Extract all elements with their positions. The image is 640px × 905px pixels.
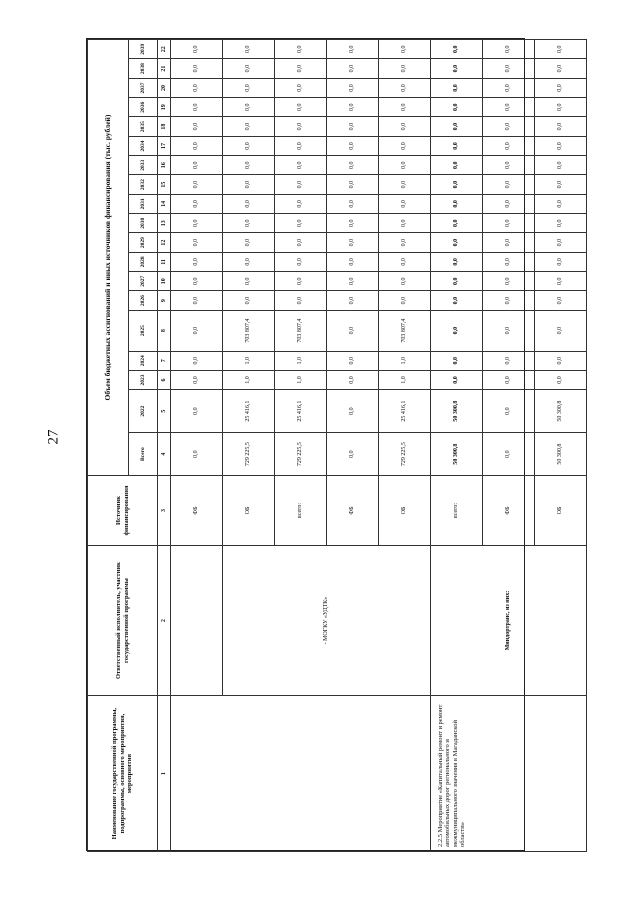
column-number: 18 xyxy=(158,117,171,136)
rotated-table-wrapper xyxy=(87,39,564,852)
value-cell: 0,0 xyxy=(483,136,535,155)
value-cell: 0,0 xyxy=(223,291,275,310)
value-cell: 1,0 xyxy=(223,351,275,370)
value-cell: 0,0 xyxy=(431,136,483,155)
value-cell: 0,0 xyxy=(431,98,483,117)
value-cell: 0,0 xyxy=(275,194,327,213)
value-cell: 0,0 xyxy=(483,310,535,351)
executor-cell-blank xyxy=(171,545,223,695)
value-cell: 0,0 xyxy=(275,175,327,194)
document-page xyxy=(86,38,564,851)
value-cell: 0,0 xyxy=(327,59,379,78)
measure-name-cell-top xyxy=(171,696,431,852)
header-year: 2028 xyxy=(129,252,158,271)
value-cell: 0,0 xyxy=(275,214,327,233)
source-cell: ОБ xyxy=(535,476,587,546)
page-number: 27 xyxy=(45,429,62,445)
header-year: 2033 xyxy=(129,156,158,175)
value-cell: 0,0 xyxy=(379,252,431,271)
header-year: 2024 xyxy=(129,351,158,370)
value-cell: 0,0 xyxy=(483,194,535,213)
total-cell: 729 225,5 xyxy=(223,433,275,476)
value-cell: 0,0 xyxy=(275,233,327,252)
column-number: 21 xyxy=(158,59,171,78)
value-cell: 0,0 xyxy=(171,390,223,433)
value-cell: 0,0 xyxy=(171,136,223,155)
value-cell: 0,0 xyxy=(535,310,587,351)
source-cell: ОБ xyxy=(223,476,275,546)
value-cell: 0,0 xyxy=(171,194,223,213)
total-cell: 729 225,5 xyxy=(275,433,327,476)
value-cell: 0,0 xyxy=(535,59,587,78)
value-cell: 0,0 xyxy=(171,370,223,389)
value-cell: 0,0 xyxy=(327,78,379,97)
value-cell: 0,0 xyxy=(379,117,431,136)
header-funding: Объем бюджетных ассигнований и иных источников финансирования (тыс. рублей) xyxy=(88,40,129,476)
source-cell: ОБ xyxy=(379,476,431,546)
header-year: 2023 xyxy=(129,370,158,389)
value-cell: 0,0 xyxy=(535,117,587,136)
value-cell: 0,0 xyxy=(431,233,483,252)
header-year: 2026 xyxy=(129,291,158,310)
financing-table xyxy=(87,39,587,852)
value-cell: 0,0 xyxy=(535,78,587,97)
value-cell: 0,0 xyxy=(275,78,327,97)
value-cell: 0,0 xyxy=(379,233,431,252)
value-cell: 0,0 xyxy=(379,156,431,175)
header-year: 2022 xyxy=(129,390,158,433)
column-number: 15 xyxy=(158,175,171,194)
value-cell: 0,0 xyxy=(327,291,379,310)
value-cell: 50 300,8 xyxy=(431,390,483,433)
value-cell: 0,0 xyxy=(171,78,223,97)
header-year: 2031 xyxy=(129,194,158,213)
value-cell: 0,0 xyxy=(223,194,275,213)
value-cell: 0,0 xyxy=(223,59,275,78)
value-cell: 0,0 xyxy=(327,390,379,433)
value-cell: 0,0 xyxy=(483,117,535,136)
value-cell: 0,0 xyxy=(379,59,431,78)
total-cell: 0,0 xyxy=(171,433,223,476)
value-cell: 703 807,4 xyxy=(379,310,431,351)
header-row xyxy=(88,40,129,852)
value-cell: 0,0 xyxy=(327,370,379,389)
value-cell: 0,0 xyxy=(431,272,483,291)
header-year: 2038 xyxy=(129,59,158,78)
value-cell: 0,0 xyxy=(535,98,587,117)
value-cell: 0,0 xyxy=(379,194,431,213)
column-number: 12 xyxy=(158,233,171,252)
value-cell: 0,0 xyxy=(327,310,379,351)
value-cell: 0,0 xyxy=(379,98,431,117)
value-cell: 0,0 xyxy=(431,78,483,97)
column-number: 3 xyxy=(158,476,171,546)
value-cell: 0,0 xyxy=(379,291,431,310)
value-cell: 0,0 xyxy=(171,175,223,194)
value-cell: 0,0 xyxy=(431,370,483,389)
value-cell: 0,0 xyxy=(483,252,535,271)
column-number: 16 xyxy=(158,156,171,175)
value-cell: 0,0 xyxy=(223,214,275,233)
column-number: 7 xyxy=(158,351,171,370)
value-cell: 0,0 xyxy=(379,272,431,291)
value-cell: 703 807,4 xyxy=(275,310,327,351)
value-cell: 0,0 xyxy=(171,291,223,310)
value-cell: 0,0 xyxy=(223,156,275,175)
value-cell: 0,0 xyxy=(535,156,587,175)
value-cell: 0,0 xyxy=(275,59,327,78)
column-number: 2 xyxy=(158,545,171,695)
value-cell: 0,0 xyxy=(327,117,379,136)
value-cell: 0,0 xyxy=(483,40,535,59)
value-cell: 0,0 xyxy=(223,252,275,271)
value-cell: 0,0 xyxy=(275,40,327,59)
executor-mindortrans: Миндортранс, из них: xyxy=(431,545,587,695)
value-cell: 0,0 xyxy=(171,156,223,175)
value-cell: 0,0 xyxy=(535,175,587,194)
total-cell: 50 300,8 xyxy=(535,433,587,476)
value-cell: 25 416,1 xyxy=(379,390,431,433)
value-cell: 0,0 xyxy=(327,351,379,370)
value-cell: 0,0 xyxy=(171,117,223,136)
column-number: 20 xyxy=(158,78,171,97)
value-cell: 0,0 xyxy=(171,40,223,59)
value-cell: 0,0 xyxy=(327,156,379,175)
value-cell: 0,0 xyxy=(431,175,483,194)
column-number: 8 xyxy=(158,310,171,351)
column-number: 10 xyxy=(158,272,171,291)
value-cell: 0,0 xyxy=(431,310,483,351)
value-cell: 1,0 xyxy=(275,351,327,370)
value-cell: 0,0 xyxy=(483,98,535,117)
header-year: 2030 xyxy=(129,214,158,233)
value-cell: 0,0 xyxy=(535,214,587,233)
value-cell: 0,0 xyxy=(223,175,275,194)
header-year: 2029 xyxy=(129,233,158,252)
value-cell: 1,0 xyxy=(379,370,431,389)
column-number: 1 xyxy=(158,696,171,852)
column-number: 5 xyxy=(158,390,171,433)
header-name: Наименование государственной программы, подпрограммы, основного мероприятия, мероприятия xyxy=(88,696,158,852)
value-cell: 0,0 xyxy=(379,175,431,194)
header-year: 2039 xyxy=(129,40,158,59)
value-cell: 25 416,1 xyxy=(223,390,275,433)
value-cell: 0,0 xyxy=(431,117,483,136)
value-cell: 0,0 xyxy=(223,136,275,155)
value-cell: 0,0 xyxy=(327,136,379,155)
value-cell: 0,0 xyxy=(483,175,535,194)
header-year: 2032 xyxy=(129,175,158,194)
value-cell: 0,0 xyxy=(379,40,431,59)
value-cell: 0,0 xyxy=(223,40,275,59)
value-cell: 0,0 xyxy=(327,40,379,59)
column-number: 11 xyxy=(158,252,171,271)
value-cell: 0,0 xyxy=(223,117,275,136)
value-cell: 0,0 xyxy=(275,98,327,117)
value-cell: 0,0 xyxy=(327,272,379,291)
value-cell: 0,0 xyxy=(171,310,223,351)
value-cell: 0,0 xyxy=(483,78,535,97)
value-cell: 0,0 xyxy=(483,370,535,389)
value-cell: 0,0 xyxy=(327,252,379,271)
value-cell: 1,0 xyxy=(275,370,327,389)
value-cell: 0,0 xyxy=(171,351,223,370)
source-cell: всего: xyxy=(275,476,327,546)
value-cell: 0,0 xyxy=(483,291,535,310)
value-cell: 25 416,1 xyxy=(275,390,327,433)
value-cell: 0,0 xyxy=(171,98,223,117)
value-cell: 0,0 xyxy=(171,59,223,78)
header-year: 2034 xyxy=(129,136,158,155)
header-year: 2035 xyxy=(129,117,158,136)
value-cell: 0,0 xyxy=(535,370,587,389)
header-numbers-row xyxy=(158,40,171,852)
column-number: 19 xyxy=(158,98,171,117)
value-cell: 0,0 xyxy=(431,351,483,370)
value-cell: 0,0 xyxy=(431,252,483,271)
column-number: 6 xyxy=(158,370,171,389)
value-cell: 0,0 xyxy=(275,117,327,136)
value-cell: 1,0 xyxy=(223,370,275,389)
value-cell: 0,0 xyxy=(275,136,327,155)
value-cell: 0,0 xyxy=(171,272,223,291)
value-cell: 0,0 xyxy=(223,233,275,252)
total-cell: 0,0 xyxy=(483,433,535,476)
header-source: Источник финансирования xyxy=(88,476,158,546)
value-cell: 0,0 xyxy=(171,233,223,252)
value-cell: 0,0 xyxy=(275,291,327,310)
source-cell: ФБ xyxy=(171,476,223,546)
value-cell: 0,0 xyxy=(327,233,379,252)
value-cell: 0,0 xyxy=(535,233,587,252)
value-cell: 0,0 xyxy=(171,252,223,271)
value-cell: 0,0 xyxy=(223,98,275,117)
header-executor: Ответственный исполнитель, участник государственной программы xyxy=(88,545,158,695)
column-number: 22 xyxy=(158,40,171,59)
header-year: 2037 xyxy=(129,78,158,97)
value-cell: 0,0 xyxy=(483,214,535,233)
value-cell: 0,0 xyxy=(483,156,535,175)
value-cell: 0,0 xyxy=(275,252,327,271)
value-cell: 0,0 xyxy=(223,78,275,97)
value-cell: 0,0 xyxy=(379,78,431,97)
value-cell: 0,0 xyxy=(223,272,275,291)
value-cell: 0,0 xyxy=(535,291,587,310)
value-cell: 0,0 xyxy=(535,272,587,291)
value-cell: 0,0 xyxy=(535,252,587,271)
column-number: 13 xyxy=(158,214,171,233)
value-cell: 0,0 xyxy=(483,233,535,252)
column-number: 9 xyxy=(158,291,171,310)
value-cell: 0,0 xyxy=(379,214,431,233)
value-cell: 0,0 xyxy=(327,194,379,213)
value-cell: 50 300,8 xyxy=(535,390,587,433)
value-cell: 0,0 xyxy=(327,214,379,233)
value-cell: 0,0 xyxy=(431,40,483,59)
value-cell: 0,0 xyxy=(535,136,587,155)
value-cell: 0,0 xyxy=(431,291,483,310)
header-year: 2036 xyxy=(129,98,158,117)
value-cell: 0,0 xyxy=(535,351,587,370)
source-cell: ФБ xyxy=(327,476,379,546)
value-cell: 0,0 xyxy=(483,272,535,291)
header-year: 2025 xyxy=(129,310,158,351)
value-cell: 0,0 xyxy=(327,98,379,117)
value-cell: 0,0 xyxy=(535,194,587,213)
value-cell: 0,0 xyxy=(483,390,535,433)
source-cell: ФБ xyxy=(483,476,535,546)
header-year: 2027 xyxy=(129,272,158,291)
value-cell: 0,0 xyxy=(275,156,327,175)
value-cell: 0,0 xyxy=(431,214,483,233)
value-cell: 0,0 xyxy=(483,59,535,78)
total-cell: 50 300,8 xyxy=(431,433,483,476)
value-cell: 0,0 xyxy=(379,136,431,155)
total-cell: 0,0 xyxy=(327,433,379,476)
total-cell: 729 225,5 xyxy=(379,433,431,476)
value-cell: 0,0 xyxy=(431,194,483,213)
header-total: Всего xyxy=(129,433,158,476)
value-cell: 0,0 xyxy=(327,175,379,194)
value-cell: 0,0 xyxy=(431,59,483,78)
value-cell: 0,0 xyxy=(535,40,587,59)
source-cell: всего: xyxy=(431,476,483,546)
table-row xyxy=(171,40,223,852)
column-number: 4 xyxy=(158,433,171,476)
measure-name: 2.2.5 Мероприятие «Капитальный ремонт и ремонт автомобильных дорог регионального и межмуниципального значения в Магаданской области» xyxy=(431,696,587,852)
column-number: 14 xyxy=(158,194,171,213)
executor-mogku: - МОГКУ «УДТК» xyxy=(223,545,431,695)
value-cell: 0,0 xyxy=(171,214,223,233)
column-number: 17 xyxy=(158,136,171,155)
value-cell: 0,0 xyxy=(275,272,327,291)
value-cell: 1,0 xyxy=(379,351,431,370)
value-cell: 703 807,4 xyxy=(223,310,275,351)
value-cell: 0,0 xyxy=(483,351,535,370)
table-row xyxy=(431,40,483,852)
value-cell: 0,0 xyxy=(431,156,483,175)
